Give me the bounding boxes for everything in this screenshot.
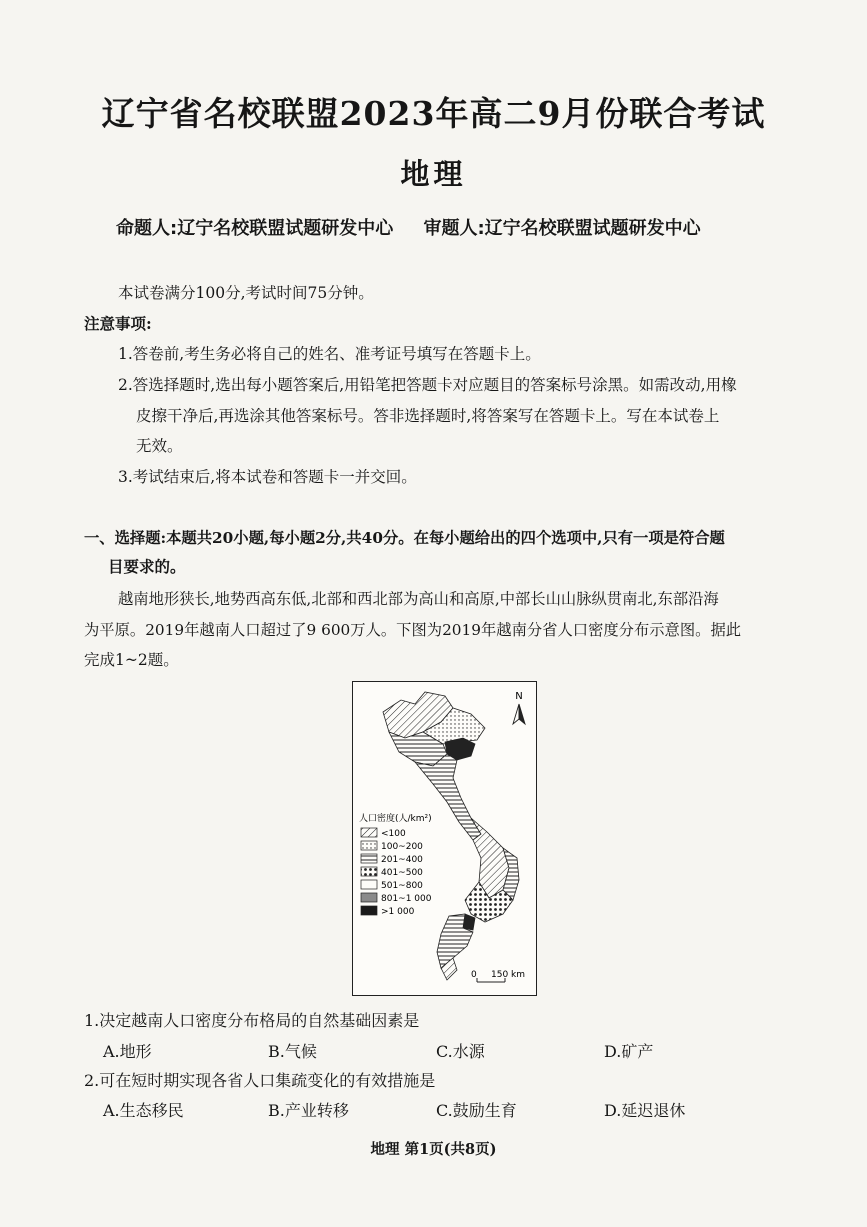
legend-swatch-4 bbox=[361, 867, 377, 876]
question-1-option-c[interactable]: C.水源 bbox=[436, 1042, 485, 1061]
notice-heading: 注意事项: bbox=[84, 314, 152, 333]
passage-line-3: 完成1~2题。 bbox=[84, 651, 179, 669]
question-1-option-b[interactable]: B.气候 bbox=[268, 1042, 317, 1061]
passage-line-1: 越南地形狭长,地势西高东低,北部和西北部为高山和高原,中部长山山脉纵贯南北,东部沿海 bbox=[118, 590, 719, 608]
legend-swatch-3 bbox=[361, 854, 377, 863]
legend-label-4: 401~500 bbox=[381, 868, 423, 878]
subject-title: 地理 bbox=[400, 157, 467, 191]
legend-label-2: 100~200 bbox=[381, 842, 423, 852]
scale-label: 150 km bbox=[491, 970, 526, 980]
question-1-option-a[interactable]: A.地形 bbox=[103, 1042, 152, 1061]
question-2-option-a[interactable]: A.生态移民 bbox=[103, 1101, 184, 1120]
passage-line-2: 为平原。2019年越南人口超过了9 600万人。下图为2019年越南分省人口密度分布示意图。据此 bbox=[84, 621, 742, 639]
section-heading: 一、选择题:本题共20小题,每小题2分,共40分。在每小题给出的四个选项中,只有一项是符合题 bbox=[84, 529, 725, 547]
legend-label-1: <100 bbox=[381, 829, 406, 839]
north-arrow-icon bbox=[513, 704, 525, 724]
notice-item-2-cont: 皮擦干净后,再选涂其他答案标号。答非选择题时,将答案写在答题卡上。写在本试卷上 bbox=[136, 407, 720, 425]
legend-swatch-7 bbox=[361, 906, 377, 915]
legend-swatch-6 bbox=[361, 893, 377, 902]
scale-zero: 0 bbox=[471, 970, 477, 980]
authors-line bbox=[116, 214, 816, 240]
legend-label-3: 201~400 bbox=[381, 855, 423, 865]
exam-title: 辽宁省名校联盟2023年高二9月份联合考试 bbox=[101, 94, 766, 133]
legend-swatch-5 bbox=[361, 880, 377, 889]
notice-item-3: 3.考试结束后,将本试卷和答题卡一并交回。 bbox=[118, 468, 417, 486]
legend bbox=[361, 828, 432, 917]
legend-label-6: 801~1 000 bbox=[381, 894, 432, 904]
map-region-central-coast bbox=[415, 754, 481, 840]
vietnam-density-map bbox=[352, 681, 537, 996]
legend-label-7: >1 000 bbox=[381, 907, 415, 917]
legend-label-5: 501~800 bbox=[381, 881, 423, 891]
question-1-stem: 1.决定越南人口密度分布格局的自然基础因素是 bbox=[84, 1011, 420, 1030]
reviewer-label: 审题人:辽宁名校联盟试题研发中心 bbox=[423, 218, 701, 239]
question-2-option-b[interactable]: B.产业转移 bbox=[268, 1101, 349, 1120]
section-heading-cont: 目要求的。 bbox=[108, 557, 186, 576]
notice-item-1: 1.答卷前,考生务必将自己的姓名、准考证号填写在答题卡上。 bbox=[118, 345, 541, 363]
legend-swatch-1 bbox=[361, 828, 377, 837]
notice-item-2: 2.答选择题时,选出每小题答案后,用铅笔把答题卡对应题目的答案标号涂黑。如需改动,用橡 bbox=[118, 376, 737, 394]
north-label: N bbox=[515, 691, 523, 702]
setter-label: 命题人:辽宁名校联盟试题研发中心 bbox=[116, 218, 394, 239]
score-time-note: 本试卷满分100分,考试时间75分钟。 bbox=[118, 284, 374, 302]
legend-swatch-2 bbox=[361, 841, 377, 850]
question-2-option-c[interactable]: C.鼓励生育 bbox=[436, 1101, 517, 1120]
notice-item-2-end: 无效。 bbox=[136, 437, 183, 455]
map-svg bbox=[353, 682, 536, 995]
legend-title: 人口密度(人/km²) bbox=[359, 814, 432, 824]
question-2-option-d[interactable]: D.延迟退休 bbox=[604, 1101, 686, 1120]
question-2-stem: 2.可在短时期实现各省人口集疏变化的有效措施是 bbox=[84, 1071, 436, 1090]
page-footer: 地理 第1页(共8页) bbox=[370, 1141, 497, 1158]
question-1-option-d[interactable]: D.矿产 bbox=[604, 1042, 654, 1061]
